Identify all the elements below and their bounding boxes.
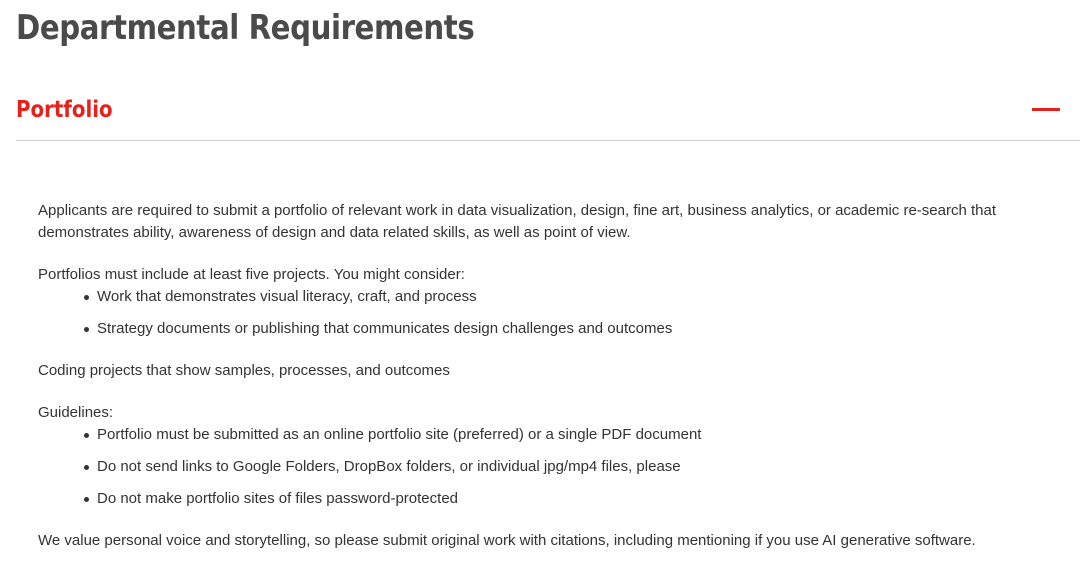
list-item-text: Strategy documents or publishing that communicates design challenges and outcomes [97, 320, 673, 337]
intro-paragraph: Applicants are required to submit a portfolio of relevant work in data visualization, design, fine art, business analytics, or academic re-search that demonstrates ability, awareness of design and data related skills, as well as point of view. [38, 202, 996, 241]
guidelines-list [38, 424, 701, 510]
bullet-icon [84, 327, 89, 332]
accordion-title: Portfolio [16, 97, 113, 123]
list-item [38, 456, 701, 478]
bullet-icon [84, 433, 89, 438]
list-item [38, 424, 701, 446]
list-item-text: Do not make portfolio sites of files password-protected [97, 490, 459, 507]
consider-list [38, 286, 672, 340]
minus-icon[interactable] [1032, 108, 1060, 111]
list-item [38, 286, 672, 308]
bullet-icon [84, 295, 89, 300]
projects-lead-paragraph: Portfolios must include at least five projects. You might consider: [38, 266, 465, 283]
bullet-icon [84, 497, 89, 502]
list-item [38, 488, 701, 510]
list-item-text: Do not send links to Google Folders, DropBox folders, or individual jpg/mp4 files, please [97, 458, 681, 475]
page-title: Departmental Requirements [16, 8, 475, 48]
bullet-icon [84, 465, 89, 470]
guidelines-lead-paragraph: Guidelines: [38, 404, 114, 421]
list-item-text: Work that demonstrates visual literacy, craft, and process [97, 288, 477, 305]
coding-paragraph: Coding projects that show samples, processes, and outcomes [38, 362, 450, 379]
list-item-text: Portfolio must be submitted as an online portfolio site (preferred) or a single PDF document [97, 426, 702, 443]
portfolio-accordion-header[interactable] [16, 86, 1080, 141]
list-item [38, 318, 672, 340]
closing-paragraph: We value personal voice and storytelling, so please submit original work with citations, including mentioning if you use AI generative software. [38, 532, 976, 549]
